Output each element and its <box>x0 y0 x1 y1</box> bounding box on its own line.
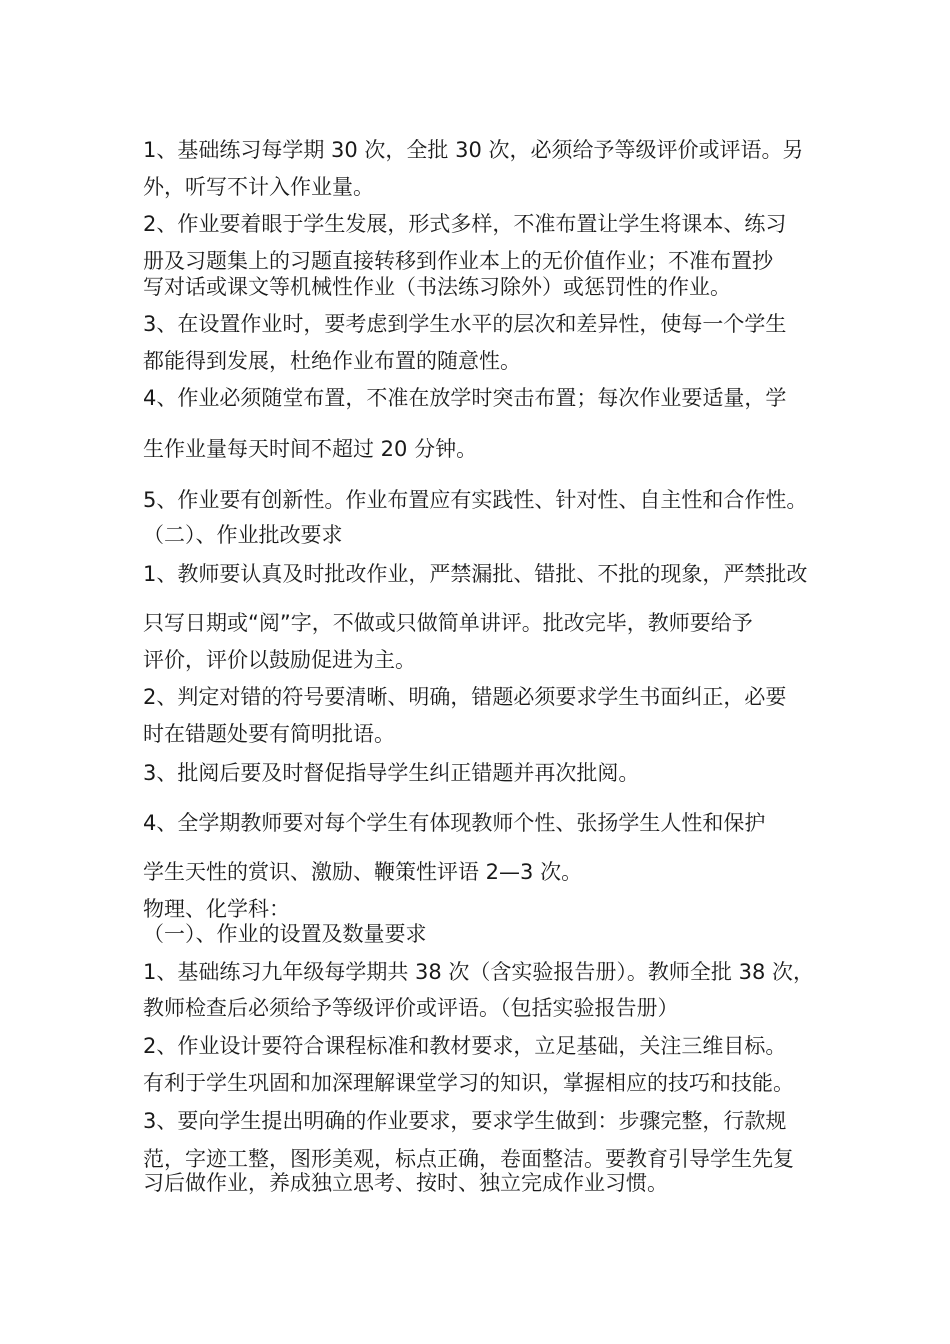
text-line: 1、基础练习九年级每学期共 38 次（含实验报告册）。教师全批 38 次， <box>143 960 815 984</box>
text-line: 评价，评价以鼓励促进为主。 <box>143 648 416 672</box>
text-line: 外，听写不计入作业量。 <box>143 175 374 199</box>
text-line: 3、批阅后要及时督促指导学生纠正错题并再次批阅。 <box>143 761 640 785</box>
text-line: 时在错题处要有简明批语。 <box>143 722 395 746</box>
text-line: 2、判定对错的符号要清晰、明确，错题必须要求学生书面纠正，必要 <box>143 685 787 709</box>
text-line: 1、教师要认真及时批改作业，严禁漏批、错批、不批的现象，严禁批改 <box>143 562 808 586</box>
text-line: 4、全学期教师要对每个学生有体现教师个性、张扬学生人性和保护 <box>143 811 766 835</box>
text-line: 教师检查后必须给予等级评价或评语。（包括实验报告册） <box>143 996 679 1020</box>
text-line: 册及习题集上的习题直接转移到作业本上的无价值作业；不准布置抄 <box>143 249 773 273</box>
text-line: 1、基础练习每学期 30 次，全批 30 次，必须给予等级评价或评语。另 <box>143 138 804 162</box>
text-line: 学生天性的赏识、激励、鞭策性评语 2—3 次。 <box>143 860 583 884</box>
text-line: 习后做作业，养成独立思考、按时、独立完成作业习惯。 <box>143 1171 668 1195</box>
text-line: 范，字迹工整，图形美观，标点正确，卷面整洁。要教育引导学生先复 <box>143 1147 794 1171</box>
text-line: 4、作业必须随堂布置，不准在放学时突击布置；每次作业要适量，学 <box>143 386 787 410</box>
text-line: 只写日期或“阅”字，不做或只做简单讲评。批改完毕，教师要给予 <box>143 611 753 635</box>
section-heading: （一）、作业的设置及数量要求 <box>143 922 427 946</box>
text-line: 3、在设置作业时，要考虑到学生水平的层次和差异性，使每一个学生 <box>143 312 787 336</box>
text-line: 有利于学生巩固和加深理解课堂学习的知识，掌握相应的技巧和技能。 <box>143 1071 794 1095</box>
text-line: 写对话或课文等机械性作业（书法练习除外）或惩罚性的作业。 <box>143 275 731 299</box>
text-line: 2、作业要着眼于学生发展，形式多样，不准布置让学生将课本、练习 <box>143 212 787 236</box>
text-line: 3、要向学生提出明确的作业要求，要求学生做到：步骤完整，行款规 <box>143 1109 787 1133</box>
text-line: 都能得到发展，杜绝作业布置的随意性。 <box>143 349 521 373</box>
text-line: 2、作业设计要符合课程标准和教材要求，立足基础，关注三维目标。 <box>143 1034 787 1058</box>
text-line: 5、作业要有创新性。作业布置应有实践性、针对性、自主性和合作性。 <box>143 488 808 512</box>
section-heading: （二）、作业批改要求 <box>143 523 343 547</box>
text-line: 生作业量每天时间不超过 20 分钟。 <box>143 437 478 461</box>
subject-heading: 物理、化学科： <box>143 897 290 921</box>
